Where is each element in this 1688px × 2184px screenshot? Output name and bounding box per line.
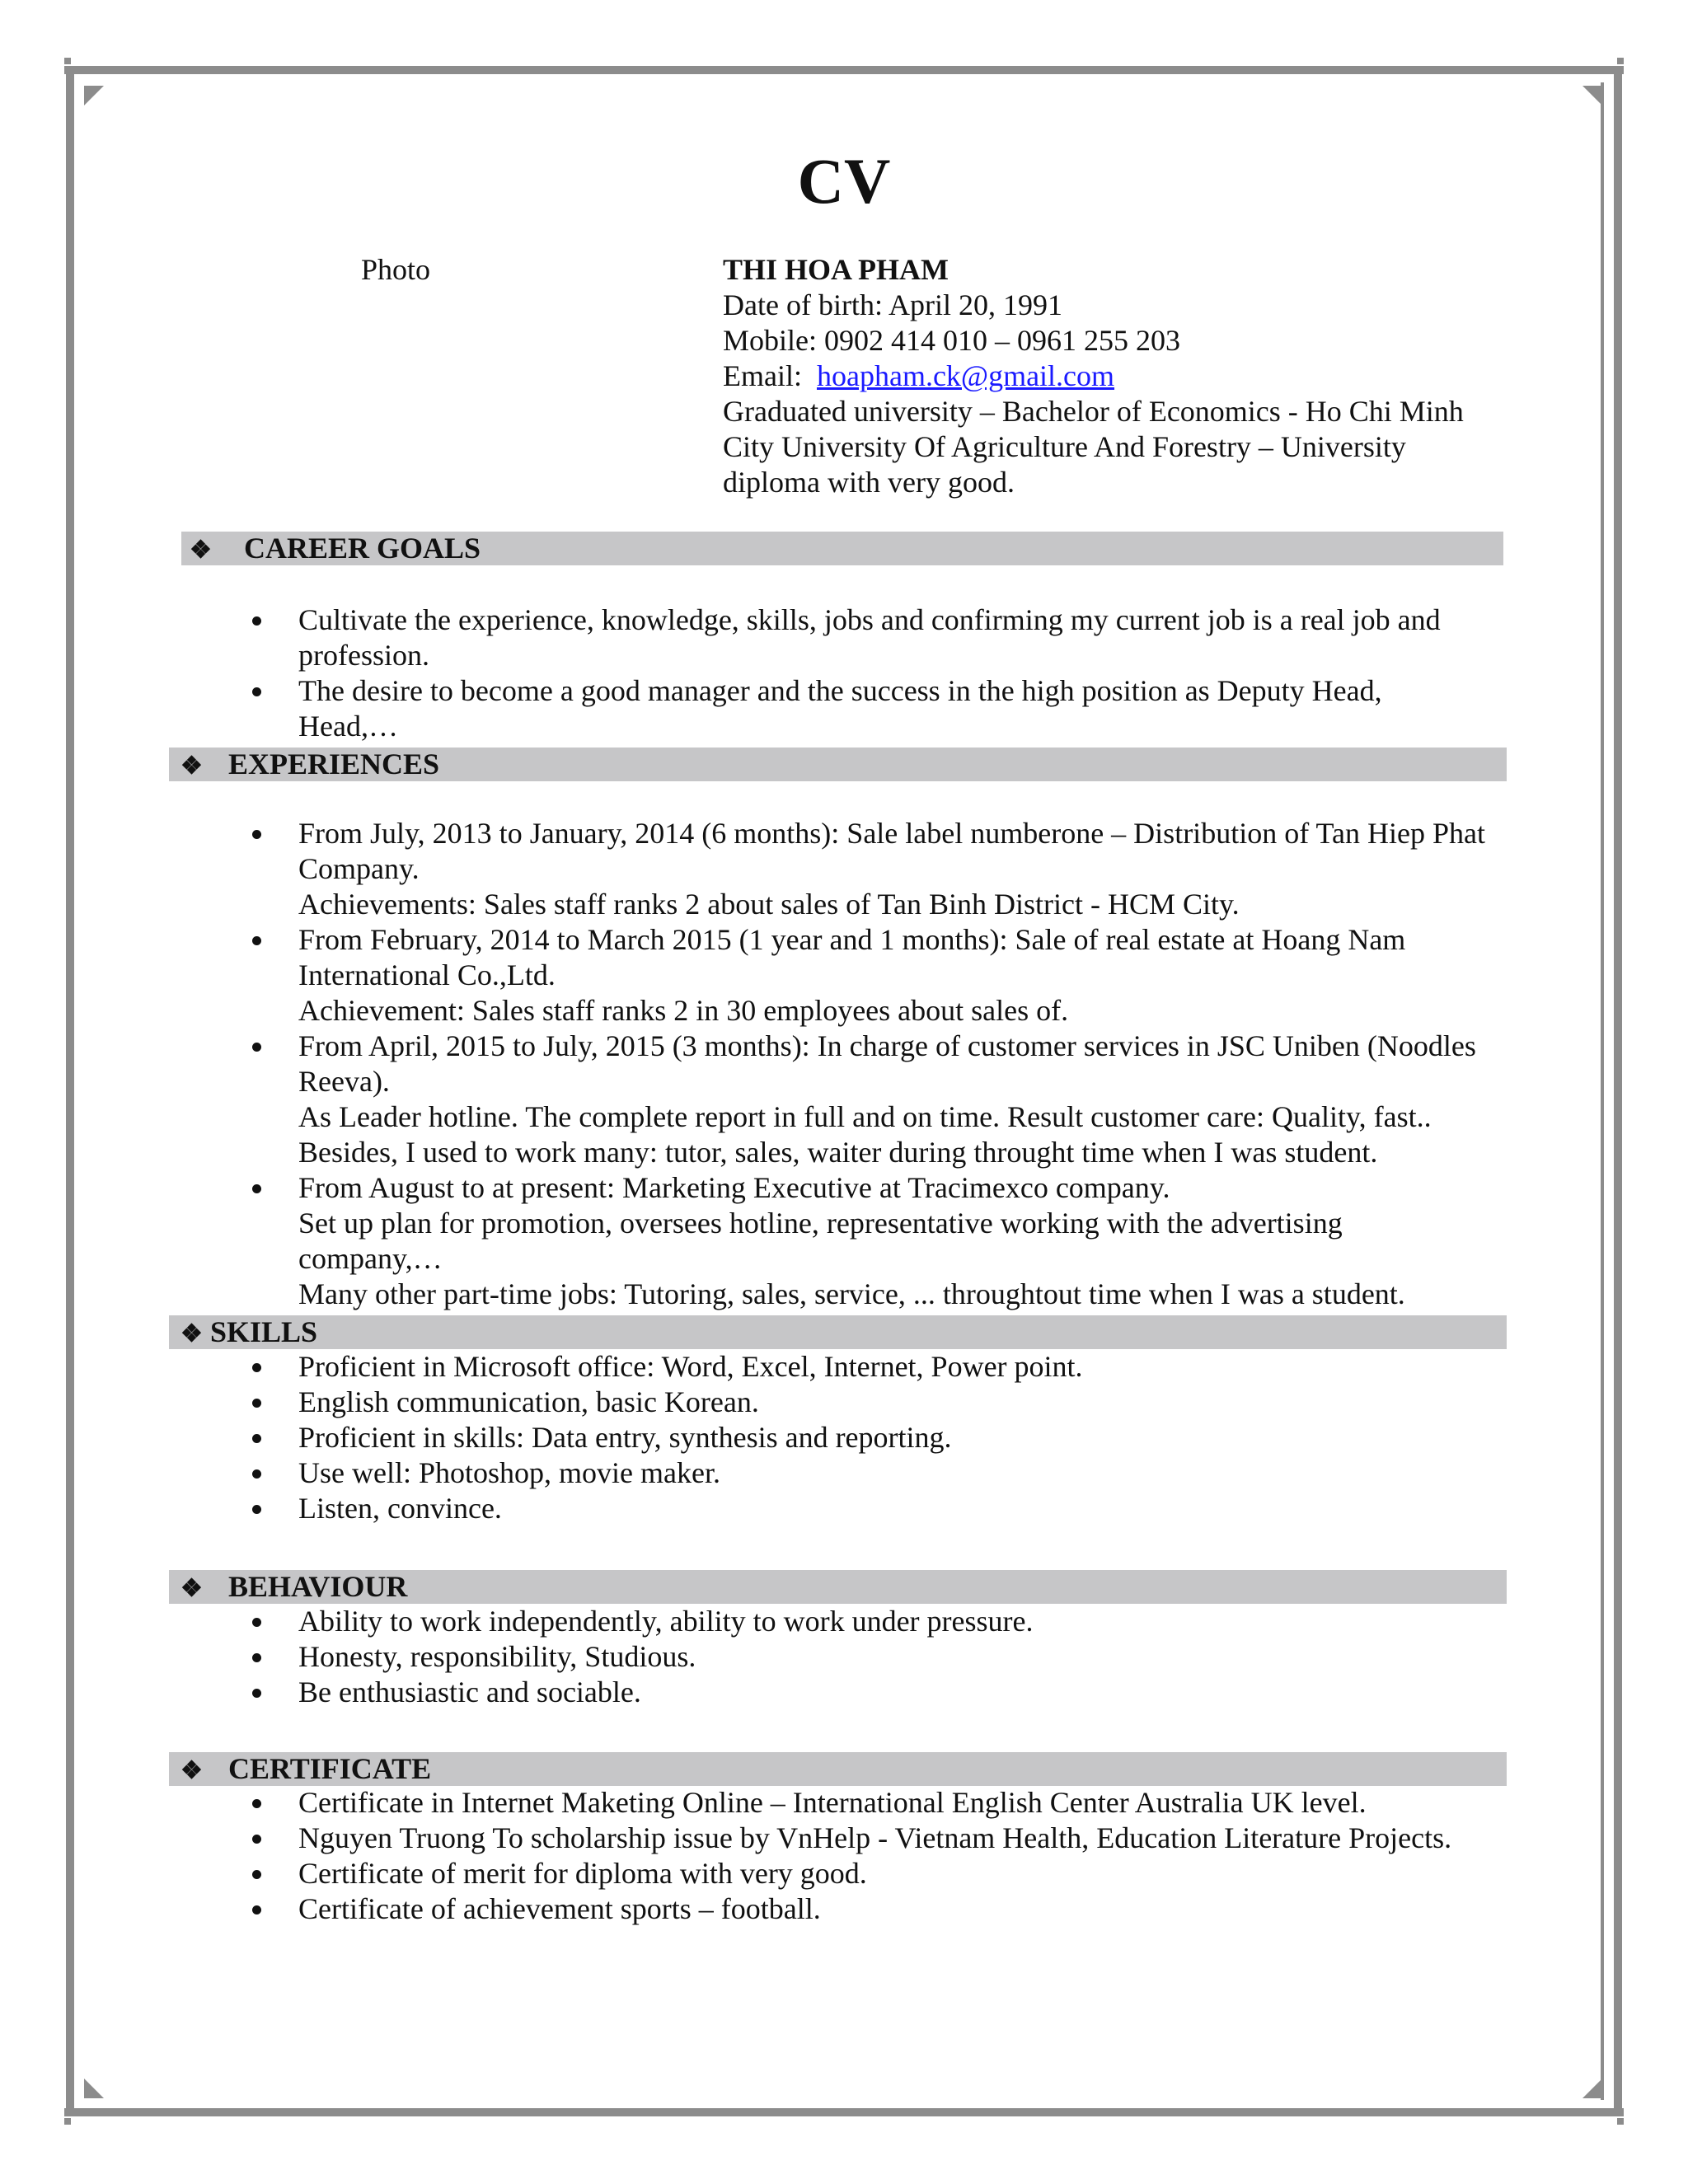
list-item xyxy=(252,1029,1489,1170)
list-item: Listen, convince. xyxy=(252,1491,1489,1526)
frame-corner-triangle xyxy=(84,2079,104,2098)
list-item: The desire to become a good manager and the success in the high position as Deputy Head, Head,… xyxy=(252,673,1489,744)
email-link[interactable]: hoapham.ck@gmail.com xyxy=(816,359,1115,392)
experience-detail: Achievements: Sales staff ranks 2 about sales of Tan Binh District - HCM City. xyxy=(298,888,1240,921)
section-title: CAREER GOALS xyxy=(244,532,481,565)
email-label: Email: xyxy=(723,359,802,392)
section-header-career-goals xyxy=(181,532,1503,565)
frame-corner-square xyxy=(1617,2118,1624,2125)
skills-list xyxy=(252,1349,1489,1526)
list-item xyxy=(252,922,1489,1029)
frame-bottom xyxy=(64,2108,1624,2116)
frame-corner-square xyxy=(64,2118,71,2125)
experience-main: From July, 2013 to January, 2014 (6 months): Sale label numberone – Distribution of Tan Hiep Phat Company. xyxy=(298,817,1485,885)
section-title: BEHAVIOUR xyxy=(228,1570,408,1603)
list-item: Cultivate the experience, knowledge, skills, jobs and confirming my current job is a real job and profession. xyxy=(252,602,1489,673)
frame-right-inner xyxy=(1601,82,1604,2100)
experience-main: From February, 2014 to March 2015 (1 year and 1 months): Sale of real estate at Hoang Nam International Co.,Ltd. xyxy=(298,923,1406,991)
email-row xyxy=(723,359,1489,394)
diamond-ornament-icon: ❖ xyxy=(190,537,212,564)
list-item: Nguyen Truong To scholarship issue by VnHelp - Vietnam Health, Education Literature Projects. xyxy=(252,1821,1489,1856)
experiences-list xyxy=(252,816,1489,1312)
experience-main: From April, 2015 to July, 2015 (3 months): In charge of customer services in JSC Uniben (Noodles Reeva). xyxy=(298,1029,1476,1098)
profile-block xyxy=(723,252,1489,500)
photo-placeholder: Photo xyxy=(361,253,431,286)
list-item: Be enthusiastic and sociable. xyxy=(252,1675,1489,1710)
list-item: Certificate of achievement sports – football. xyxy=(252,1891,1489,1927)
frame-left xyxy=(66,66,74,2116)
candidate-name: THI HOA PHAM xyxy=(723,253,950,286)
section-header-certificate xyxy=(169,1752,1507,1786)
section-header-skills xyxy=(169,1315,1507,1349)
list-item xyxy=(252,816,1489,922)
list-item xyxy=(252,1170,1489,1312)
experience-detail: As Leader hotline. The complete report in full and on time. Result customer care: Quality, fast.. xyxy=(298,1100,1432,1133)
list-item: English communication, basic Korean. xyxy=(252,1385,1489,1420)
date-of-birth: Date of birth: April 20, 1991 xyxy=(723,288,1062,321)
certificate-list xyxy=(252,1785,1489,1927)
frame-corner-triangle xyxy=(1582,2079,1602,2098)
frame-corner-triangle xyxy=(84,86,104,105)
list-item: Proficient in skills: Data entry, synthesis and reporting. xyxy=(252,1420,1489,1455)
document-title: CV xyxy=(797,145,891,217)
behaviour-list xyxy=(252,1604,1489,1710)
section-header-behaviour xyxy=(169,1570,1507,1604)
frame-top xyxy=(64,66,1624,74)
list-item: Ability to work independently, ability to work under pressure. xyxy=(252,1604,1489,1639)
frame-corner-square xyxy=(64,58,71,64)
mobile-numbers: Mobile: 0902 414 010 – 0961 255 203 xyxy=(723,324,1180,357)
section-title: EXPERIENCES xyxy=(228,748,440,780)
diamond-ornament-icon: ❖ xyxy=(181,1757,203,1784)
frame-right xyxy=(1614,66,1622,2116)
diamond-ornament-icon: ❖ xyxy=(181,1320,203,1347)
experience-main: From August to at present: Marketing Executive at Tracimexco company. xyxy=(298,1171,1170,1204)
frame-corner-triangle xyxy=(1582,86,1602,105)
section-title: CERTIFICATE xyxy=(228,1752,432,1785)
diamond-ornament-icon: ❖ xyxy=(181,1575,203,1602)
section-title: SKILLS xyxy=(210,1315,318,1348)
experience-detail: Many other part-time jobs: Tutoring, sales, service, ... throughtout time when I was a student. xyxy=(298,1277,1405,1310)
experience-detail: Besides, I used to work many: tutor, sales, waiter during throught time when I was student. xyxy=(298,1136,1378,1169)
list-item: Honesty, responsibility, Studious. xyxy=(252,1639,1489,1675)
diamond-ornament-icon: ❖ xyxy=(181,752,203,780)
list-item: Use well: Photoshop, movie maker. xyxy=(252,1455,1489,1491)
education-summary: Graduated university – Bachelor of Economics - Ho Chi Minh City University Of Agriculture And Forestry – University diploma with very good. xyxy=(723,395,1464,499)
list-item: Certificate in Internet Maketing Online – International English Center Australia UK level. xyxy=(252,1785,1489,1821)
career-goals-list xyxy=(252,602,1489,744)
section-header-experiences xyxy=(169,748,1507,781)
experience-detail: Set up plan for promotion, oversees hotline, representative working with the advertising company,… xyxy=(298,1207,1343,1275)
experience-detail: Achievement: Sales staff ranks 2 in 30 employees about sales of. xyxy=(298,994,1069,1027)
frame-corner-square xyxy=(1617,58,1624,64)
list-item: Certificate of merit for diploma with very good. xyxy=(252,1856,1489,1891)
list-item: Proficient in Microsoft office: Word, Excel, Internet, Power point. xyxy=(252,1349,1489,1385)
